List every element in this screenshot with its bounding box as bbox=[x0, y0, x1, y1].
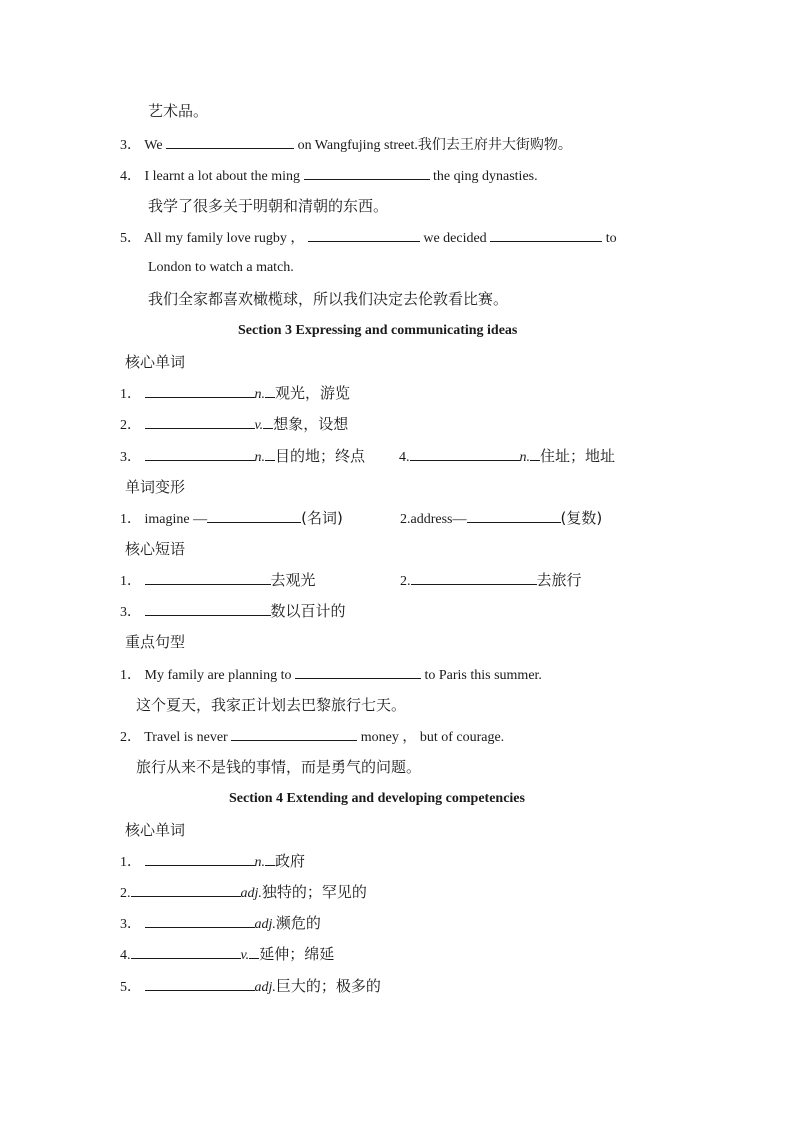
key-sentences-label: 重点句型 bbox=[125, 633, 186, 651]
word-forms-label: 单词变形 bbox=[125, 478, 186, 496]
part-of-speech: n. bbox=[254, 855, 265, 870]
item-number: 1． bbox=[120, 512, 141, 527]
sentence-pre: Travel is never bbox=[144, 730, 228, 745]
item-number: 3． bbox=[120, 605, 141, 620]
answer-blank[interactable] bbox=[145, 601, 271, 616]
core-word-item bbox=[399, 446, 615, 468]
text-art: 艺术品。 bbox=[148, 102, 209, 120]
sentence-translation: 我们全家都喜欢橄榄球，所以我们决定去伦敦看比赛。 bbox=[148, 290, 509, 308]
word-meaning: 想象，设想 bbox=[273, 415, 349, 433]
sentence-item-5 bbox=[120, 227, 617, 249]
part-of-speech: v. bbox=[254, 418, 264, 433]
item-number: 2. bbox=[120, 886, 131, 901]
item-number: 1． bbox=[120, 387, 141, 402]
blank-underline bbox=[263, 414, 273, 429]
key-sentence-item bbox=[120, 664, 542, 686]
phrase-item bbox=[120, 570, 316, 592]
answer-blank[interactable] bbox=[145, 446, 255, 461]
part-of-speech: adj. bbox=[240, 886, 262, 901]
answer-blank[interactable] bbox=[131, 882, 241, 897]
item-number: 3． bbox=[120, 917, 141, 932]
word-meaning: 住址；地址 bbox=[540, 447, 616, 465]
sentence-post: to bbox=[605, 231, 617, 246]
answer-blank[interactable] bbox=[304, 165, 430, 180]
sentence-post: on Wangfujing street.我们去王府井大街购物。 bbox=[297, 138, 572, 153]
core-word-item bbox=[120, 913, 321, 935]
sentence-pre: We bbox=[144, 138, 163, 153]
answer-blank[interactable] bbox=[145, 851, 255, 866]
item-number: 5． bbox=[120, 980, 141, 995]
answer-blank[interactable] bbox=[308, 227, 420, 242]
answer-blank[interactable] bbox=[410, 446, 520, 461]
part-of-speech: n. bbox=[254, 387, 265, 402]
section-3-title: Section 3 Expressing and communicating ideas bbox=[238, 323, 518, 338]
word-meaning: 观光，游览 bbox=[275, 384, 351, 402]
part-of-speech: n. bbox=[254, 450, 265, 465]
part-of-speech: adj. bbox=[254, 980, 276, 995]
part-of-speech: n. bbox=[519, 450, 530, 465]
sentence-continuation: London to watch a match. bbox=[148, 260, 294, 275]
answer-blank[interactable] bbox=[145, 383, 255, 398]
answer-blank[interactable] bbox=[166, 134, 294, 149]
core-word-item bbox=[120, 944, 334, 966]
item-number: 3． bbox=[120, 138, 141, 153]
word-meaning: 巨大的；极多的 bbox=[275, 977, 381, 995]
sentence-mid: we decided bbox=[423, 231, 487, 246]
word-form-item bbox=[120, 508, 343, 530]
item-number: 4. bbox=[120, 948, 131, 963]
sentence-pre: All my family love rugby ， bbox=[143, 231, 305, 246]
sentence-post: money ， but of courage. bbox=[360, 730, 505, 745]
sentence-pre: My family are planning to bbox=[144, 668, 292, 683]
core-words-label: 核心单词 bbox=[125, 353, 186, 371]
answer-blank[interactable] bbox=[145, 414, 255, 429]
item-number: 2． bbox=[120, 730, 141, 745]
sentence-item-4 bbox=[120, 165, 538, 187]
part-of-speech: adj. bbox=[254, 917, 276, 932]
item-number: 4. bbox=[399, 450, 410, 465]
word-meaning: 濒危的 bbox=[275, 914, 321, 932]
word-form-item bbox=[400, 508, 602, 530]
answer-blank[interactable] bbox=[490, 227, 602, 242]
answer-blank[interactable] bbox=[207, 508, 301, 523]
phrase-item bbox=[400, 570, 582, 592]
word-meaning: 延伸；绵延 bbox=[259, 945, 335, 963]
form-note: (复数) bbox=[560, 509, 603, 527]
core-word-item bbox=[120, 976, 381, 998]
answer-blank[interactable] bbox=[295, 664, 421, 679]
item-number: 4． bbox=[120, 169, 141, 184]
core-word-item bbox=[120, 414, 348, 436]
item-number: 3． bbox=[120, 450, 141, 465]
sentence-translation: 我学了很多关于明朝和清朝的东西。 bbox=[148, 197, 389, 215]
base-word: address— bbox=[410, 512, 467, 527]
answer-blank[interactable] bbox=[467, 508, 561, 523]
key-sentence-item bbox=[120, 726, 504, 748]
answer-blank[interactable] bbox=[145, 913, 255, 928]
item-number: 1． bbox=[120, 855, 141, 870]
sentence-post: the qing dynasties. bbox=[433, 169, 538, 184]
phrase-meaning: 去旅行 bbox=[536, 571, 582, 589]
blank-underline bbox=[265, 446, 275, 461]
answer-blank[interactable] bbox=[145, 570, 271, 585]
phrase-meaning: 去观光 bbox=[270, 571, 316, 589]
item-number: 2. bbox=[400, 512, 411, 527]
answer-blank[interactable] bbox=[131, 944, 241, 959]
item-number: 1． bbox=[120, 574, 141, 589]
sentence-item-3 bbox=[120, 134, 572, 156]
blank-underline bbox=[249, 944, 259, 959]
form-note: (名词) bbox=[301, 509, 343, 527]
phrase-meaning: 数以百计的 bbox=[270, 602, 346, 620]
core-phrases-label: 核心短语 bbox=[125, 540, 186, 558]
core-word-item bbox=[120, 383, 350, 405]
answer-blank[interactable] bbox=[411, 570, 537, 585]
sentence-translation: 这个夏天，我家正计划去巴黎旅行七天。 bbox=[136, 696, 407, 714]
item-number: 5． bbox=[120, 231, 141, 246]
answer-blank[interactable] bbox=[231, 726, 357, 741]
phrase-item bbox=[120, 601, 346, 623]
core-words-label: 核心单词 bbox=[125, 821, 186, 839]
item-number: 2. bbox=[400, 574, 411, 589]
section-4-title: Section 4 Extending and developing competencies bbox=[229, 791, 525, 806]
word-meaning: 目的地；终点 bbox=[275, 447, 366, 465]
item-number: 1． bbox=[120, 668, 141, 683]
core-word-item bbox=[120, 882, 367, 904]
sentence-pre: I learnt a lot about the ming bbox=[144, 169, 301, 184]
answer-blank[interactable] bbox=[145, 976, 255, 991]
sentence-translation: 旅行从来不是钱的事情，而是勇气的问题。 bbox=[136, 758, 422, 776]
blank-underline bbox=[265, 851, 275, 866]
core-word-item bbox=[120, 446, 365, 468]
blank-underline bbox=[530, 446, 540, 461]
core-word-item bbox=[120, 851, 305, 873]
item-number: 2． bbox=[120, 418, 141, 433]
blank-underline bbox=[265, 383, 275, 398]
part-of-speech: v. bbox=[240, 948, 250, 963]
word-meaning: 政府 bbox=[275, 852, 306, 870]
word-meaning: 独特的；罕见的 bbox=[261, 883, 367, 901]
base-word: imagine — bbox=[144, 512, 208, 527]
sentence-post: to Paris this summer. bbox=[424, 668, 542, 683]
